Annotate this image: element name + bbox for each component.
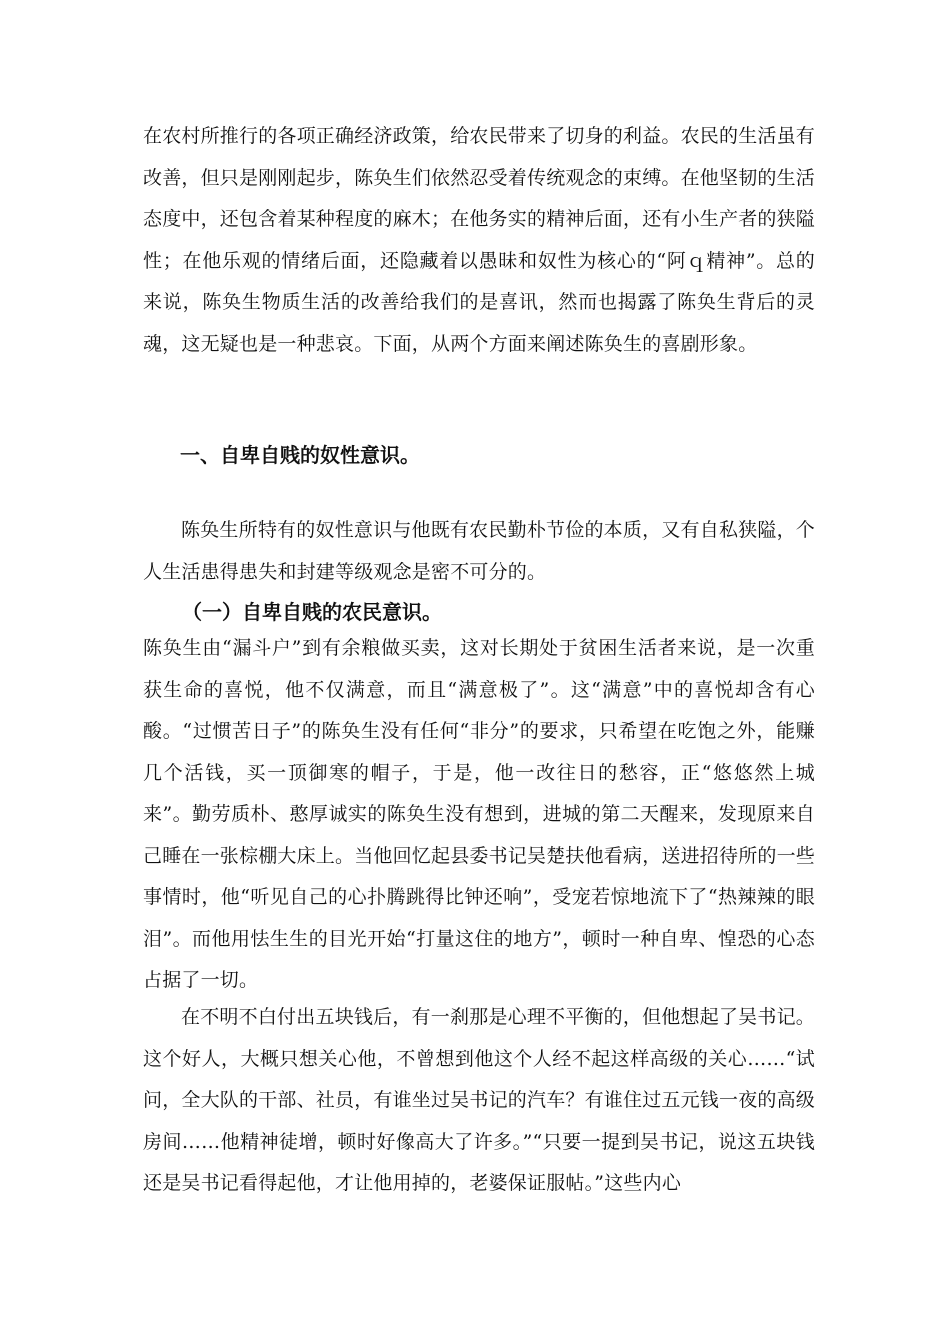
body-paragraph: 陈奂生由“漏斗户”到有余粮做买卖，这对长期处于贫困生活者来说，是一次重获生命的喜悦，他不仅满意，而且“满意极了”。这“满意”中的喜悦却含有心酸。“过惯苦日子”的陈奂生没有任何“非分”的要求，只希望在吃饱之外，能赚几个活钱，买一顶御寒的帽子，于是，他一改往日的愁容，正“悠悠然上城来”。勤劳质朴、憨厚诚实的陈奂生没有想到，进城的第二天醒来，发现原来自己睡在一张棕棚大床上。当他回忆起县委书记吴楚扶他看病，送进招待所的一些事情时，他“听见自己的心扑腾跳得比钟还响”，受宠若惊地流下了“热辣辣的眼泪”。而他用怯生生的目光开始“打量这住的地方”，顿时一种自卑、惶恐的心态占据了一切。 [143,637,816,991]
section-intro-paragraph: 陈奂生所特有的奴性意识与他既有农民勤朴节俭的本质，又有自私狭隘，个人生活患得患失和封建等级观念是密不可分的。 [143,519,815,583]
section-heading: 一、自卑自贱的奴性意识。 [180,443,420,467]
subsection-heading: （一）自卑自贱的农民意识。 [182,600,442,624]
intro-paragraph: 在农村所推行的各项正确经济政策，给农民带来了切身的利益。农民的生活虽有改善，但只是刚刚起步，陈奂生们依然忍受着传统观念的束缚。在他坚韧的生活态度中，还包含着某种程度的麻木；在他务实的精神后面，还有小生产者的狭隘性；在他乐观的情绪后面，还隐藏着以愚昧和奴性为核心的“阿ｑ精神”。总的来说，陈奂生物质生活的改善给我们的是喜讯，然而也揭露了陈奂生背后的灵魂，这无疑也是一种悲哀。下面，从两个方面来阐述陈奂生的喜剧形象。 [143,125,816,355]
body-paragraph-continued: 在不明不白付出五块钱后，有一刹那是心理不平衡的，但他想起了吴书记。这个好人，大概只想关心他，不曾想到他这个人经不起这样高级的关心……“试问，全大队的干部、社员，有谁坐过吴书记的汽车？有谁住过五元钱一夜的高级房间……他精神徒增，顿时好像高大了许多。”“只要一提到吴书记，说这五块钱还是吴书记看得起他，才让他用掉的，老婆保证服帖。”这些内心 [143,1006,816,1194]
